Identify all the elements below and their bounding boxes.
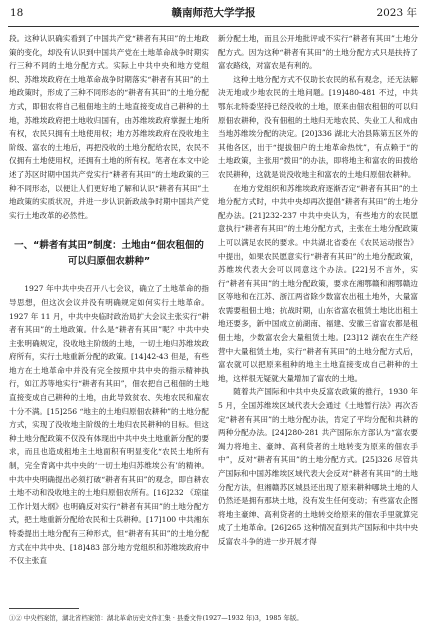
issue-year: 2023 年 [376, 7, 417, 19]
footnote-divider [9, 608, 79, 609]
body-paragraph: 新分配土地，而且公开地批评或不实行“耕者有其田”土地分配方式。因为这种“耕者有其田”的土地分配方式只是扶持了富农路线，对富农是有利的。 [218, 34, 418, 71]
running-header [8, 4, 419, 27]
footnote: ①② 中央档案馆，湖北省档案馆：湖北革命历史文件汇集 · 县委文件(1927—1932 年)3，1985 年版。 [9, 614, 303, 622]
page-number: 18 [10, 7, 24, 19]
right-column [218, 32, 418, 600]
left-column [9, 32, 209, 600]
body-paragraph: 1927 年中共中央召开八七会议，确立了土地革命的指导思想，但这次会议并没有明确规定如何实行土地革命。1927 年 11 月，中共中央临时政治局扩大会议主张实行“耕者有其田”的土地政策。什么是“耕者有其田”呢？中共中央主张明确规定，没收地主阶级的土地，一切土地归苏维埃政府所有，实行土地重新分配的政策。[14]42-43 但是，有些地方在土地革命中并没有完全按照中共中央的指示精神执行，如江苏等地实行“耕者有其田”，佃农把自己租佃的土地直接变成自己耕种的土地，由此导致贫农、失地农民和雇农十分不满。[15]256 “地主的土地归原佃农耕种”的土地分配方式，实现了没收地主阶级的土地归农民耕种的目标。但这种土地分配政策不仅没有体现出中共中央土地重新分配的要求，而且也造成租地主土地面积有明显变化“农民土地所有制，完全背离中共中央的‘一切土地归苏维埃公有’的精神。中共中央明确提出必须打破“耕者有其田”的观念，即自耕农土地不动和没收地主的土地归原佃农所有。[16]232 《琼崖工作计划大纲》也明确反对实行“耕者有其田”的土地分配方式，把土地重新分配给农民和士兵耕种。[17]100 中共湘东特委提出土地分配有三种形式，但“耕者有其田”的土地分配方式在中共中央、[18]483 部分地方党组织和苏维埃政府中不仅主张直 [9, 284, 209, 566]
journal-title: 赣南师范大学学报 [171, 7, 256, 19]
body-paragraph: 在地方党组织和苏维埃政府逐渐否定“耕者有其田”的土地分配方式时，中共中央却再次提倡“耕者有其田”的土地分配办法。[21]232-237 中共中央认为，有些地方的农民愿意执行“耕者有其田”的土地分配方式，主张在土地分配政策上可以满足农民的要求。中共湖北省委在《农民运动报告》中提出，如果农民愿意实行“耕者有其田”的土地分配政策，苏维埃代表大会可以同意这个办法。[22]另不言外，实行“耕者有其田”的土地分配政策，要求在湘鄂赣和湘鄂赣边区等地和在江苏、浙江两省除少数富农出租土地外，大量富农需要租佃土地；抗战时期，山东省富农租赁土地比出租土地还要多，新中国成立前湖南、福建、安徽三省富农都是租佃土地，少数富农会大量租赁土地。[23]12 湖农在生产经营中大量租赁土地，实行“耕者有其田”的土地分配方式后，富农就可以把原来租种的地主土地直接变成自己耕种的土地，这样很无疑就大量增加了富农的土地。 [218, 183, 418, 383]
body-paragraph: 这种土地分配方式不仅助长农民的私有观念，还无法解决无地或少地农民的土地问题。[19]480-481 不过，中共鄂东北特委坚持已经没收的土地，原来由佃农租佃的可以归原佃农耕种，没有佃租的土地归无地农民、失业工人和成由当地苏维埃分配的决定。[20]336 湖北大冶县陈第五区外的其他各区，出于“提拔佃户的土地革命热忱”，有点赖于“的土地政策，主张用“拨田”的办法，即将地主和富农的田拨给农民耕种，这就是说没收地主和富农的土地归原佃农耕种。 [218, 74, 418, 179]
section-heading: 一、“耕者有其田”制度：土地由“佃农租佃的可以归原佃农耕种” [14, 240, 204, 268]
body-paragraph: 随着共产国际和中共中央反富农政策的推行，1930 年 5 月，全国苏维埃区域代表大会通过《土地暂行法》再次否定“耕者有其田”的土地分配办法，肯定了平均分配和共耕的两种分配办法。[24]280-281 共产国际东方部认为“富农要竭力将地主、豪绅、高利贷者的土地转变为原来的佃农手中”，反对“耕者有其田”的土地分配方式。[25]326 尽管共产国际和中国苏维埃区域代表大会反对“耕者有其田”的土地分配方法，但湘赣苏区城县还出现了原来耕种哪块土地的人仍然还是拥有那块土地，没有发生任何变动；有些富农企图将地主豪绅、高利贷者的土地转交给原来的佃农手里就算完成了土地革命。[26]265 这种情况直到共产国际和中共中央反富农斗争的进一步开展才得 [218, 387, 418, 546]
body-paragraph: 段。这种认识确实看到了中国共产党“耕者有其田”的土地政策的变化，却没有认识到中国共产党在土地革命战争时期实行三种不同的土地分配方式。实际上中共中央和地方党组织、苏维埃政府在土地革命战争时期落实“耕者有其田”的土地政策时，形成了三种不同形态的“耕者有其田”的土地分配方式，即佃农将自己租佃地主的土地直接变成自己耕种的土地，苏维埃政府把土地收归国有，由苏维埃政府掌握土地所有权，农民只拥有土地使用权；地方苏维埃政府在没收地主阶级、富农的土地后，再把没收的土地分配给农民，农民不仅拥有土地使用权，还拥有土地的所有权。笔者在本文中论述了苏区时期中国共产党实行“耕者有其田”的土地政策的三种不同形态，以便让人们更好地了解和认识“耕者有其田”土地政策的实质状况，并进一步认识新政战争时期中国共产党实行土地改革的必然性。 [9, 34, 209, 220]
